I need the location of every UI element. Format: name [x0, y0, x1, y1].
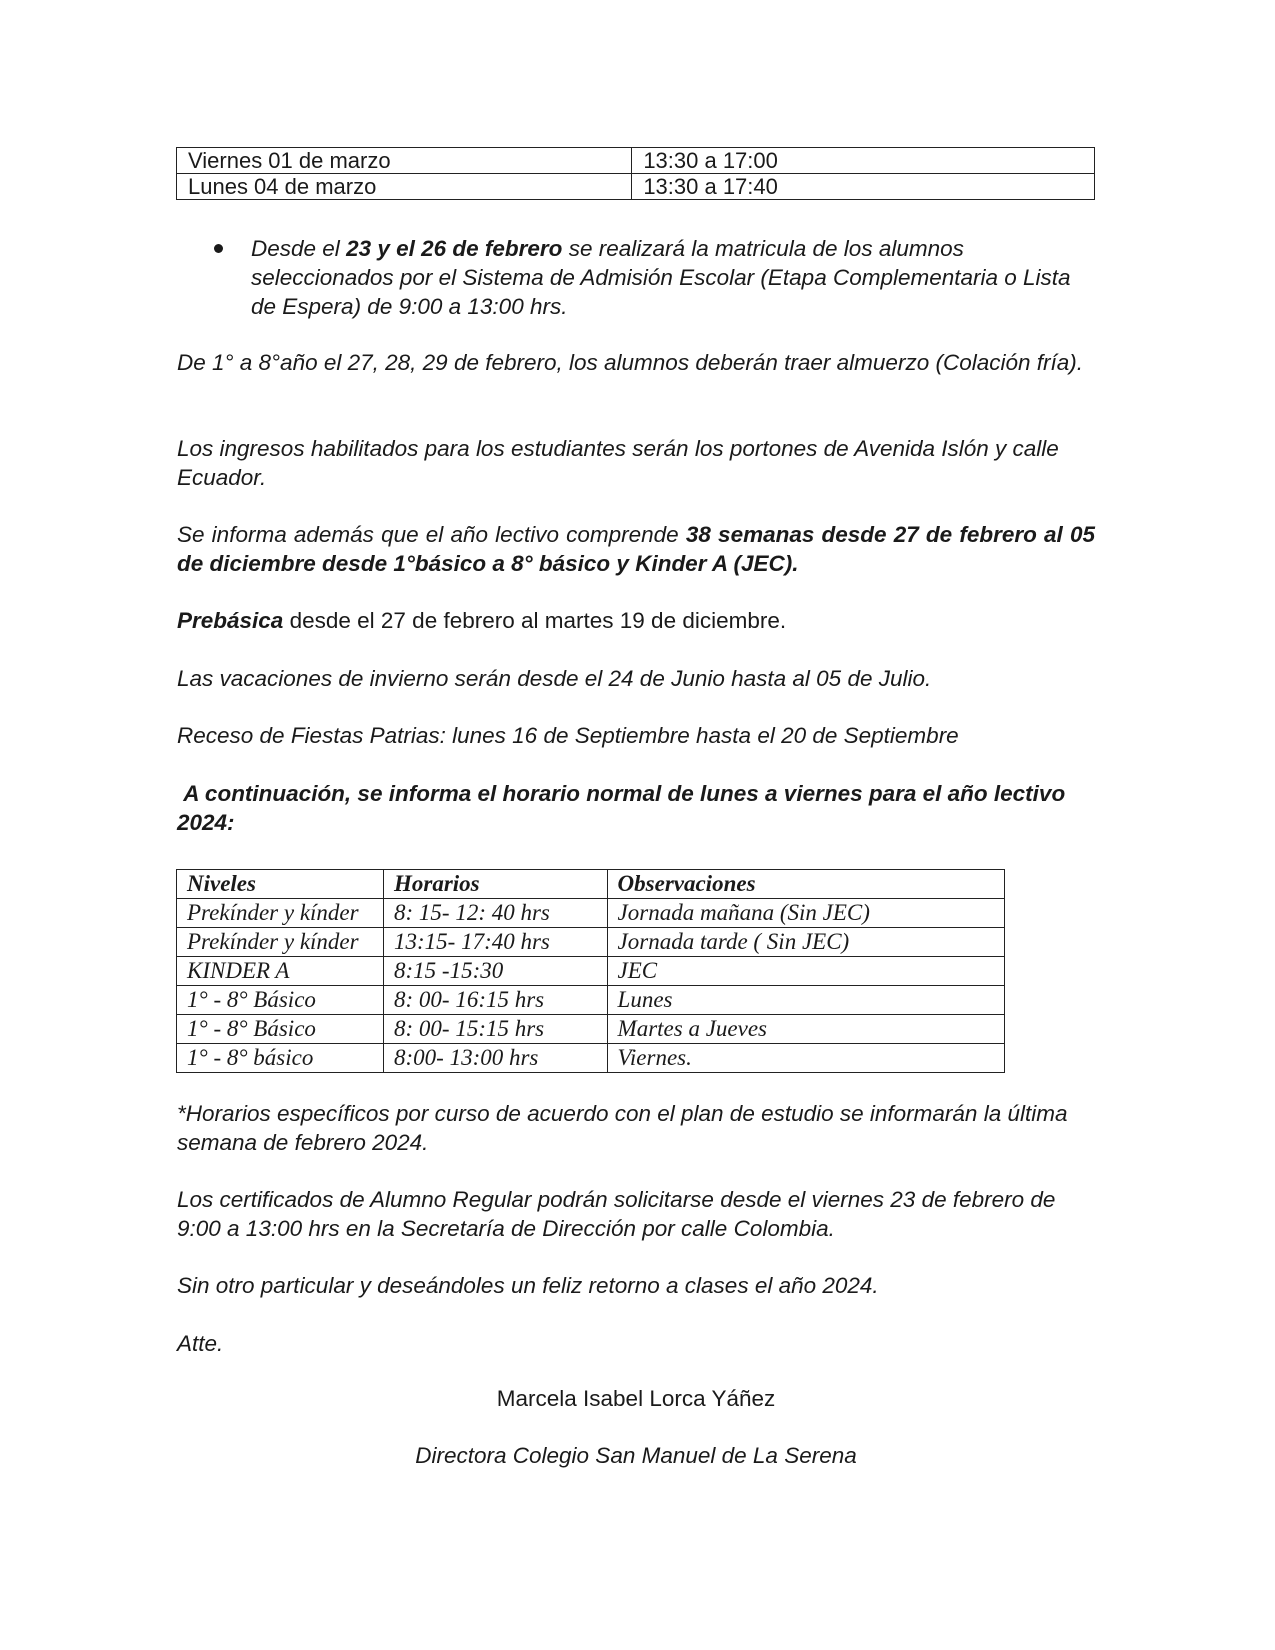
prebasica-label: Prebásica	[177, 608, 284, 633]
column-header: Niveles	[177, 870, 384, 899]
column-header: Observaciones	[607, 870, 1004, 899]
closing-atte: Atte.	[177, 1331, 224, 1356]
paragraph-horarios-especificos: *Horarios específicos por curso de acuerdo con el plan de estudio se informarán la última semana de febrero 2024.	[177, 1101, 1068, 1155]
paragraph-vacaciones: Las vacaciones de invierno serán desde el 24 de Junio hasta al 05 de Julio.	[177, 666, 932, 691]
observacion-cell: Lunes	[607, 986, 1004, 1015]
horario-cell: 8: 00- 16:15 hrs	[384, 986, 608, 1015]
paragraph-prebasica	[177, 606, 1095, 635]
table-row	[177, 1044, 1005, 1073]
horario-cell: 13:15- 17:40 hrs	[384, 928, 608, 957]
column-header: Horarios	[384, 870, 608, 899]
table-row	[177, 899, 1005, 928]
table-row	[177, 148, 1095, 174]
horario-cell: 8:15 -15:30	[384, 957, 608, 986]
dates-table	[176, 147, 1095, 200]
observacion-cell: Jornada mañana (Sin JEC)	[607, 899, 1004, 928]
paragraph-receso: Receso de Fiestas Patrias: lunes 16 de Septiembre hasta el 20 de Septiembre	[177, 723, 959, 748]
nivel-cell: KINDER A	[177, 957, 384, 986]
table-row	[177, 986, 1005, 1015]
time-cell: 13:30 a 17:40	[632, 174, 1095, 200]
horario-cell: 8: 00- 15:15 hrs	[384, 1015, 608, 1044]
paragraph-semanas	[177, 520, 1095, 578]
horario-table	[176, 869, 1005, 1073]
date-cell: Lunes 04 de marzo	[177, 174, 632, 200]
observacion-cell: JEC	[607, 957, 1004, 986]
table-row	[177, 928, 1005, 957]
paragraph-ingresos: Los ingresos habilitados para los estudiantes serán los portones de Avenida Islón y calle Ecuador.	[177, 436, 1059, 490]
semanas-text-pre: Se informa además que el año lectivo comprende	[177, 522, 686, 547]
nivel-cell: 1° - 8° Básico	[177, 1015, 384, 1044]
semanas-text-bold: 38 semanas desde 27 de febrero al 05 de diciembre desde 1°básico a 8° básico y Kinder A (JEC).	[177, 522, 1095, 576]
signature-name: Marcela Isabel Lorca Yáñez	[496, 1386, 776, 1411]
table-header-row	[177, 870, 1005, 899]
nivel-cell: Prekínder y kínder	[177, 928, 384, 957]
bullet-text-post: se realizará la matricula de los alumnos seleccionados por el Sistema de Admisión Escolar (Etapa Complementaria o Lista de Espera) de 9:00 a 13:00 hrs.	[251, 236, 1071, 319]
bullet-text-pre: Desde el	[251, 236, 347, 261]
nivel-cell: Prekínder y kínder	[177, 899, 384, 928]
time-cell: 13:30 a 17:00	[632, 148, 1095, 174]
table-row	[177, 174, 1095, 200]
bullet-icon	[214, 244, 223, 253]
signature-title: Directora Colegio San Manuel de La Serena	[415, 1443, 857, 1468]
horario-cell: 8:00- 13:00 hrs	[384, 1044, 608, 1073]
observacion-cell: Martes a Jueves	[607, 1015, 1004, 1044]
date-cell: Viernes 01 de marzo	[177, 148, 632, 174]
table-row	[177, 957, 1005, 986]
nivel-cell: 1° - 8° básico	[177, 1044, 384, 1073]
prebasica-text: desde el 27 de febrero al martes 19 de diciembre.	[283, 608, 787, 633]
nivel-cell: 1° - 8° Básico	[177, 986, 384, 1015]
observacion-cell: Viernes.	[607, 1044, 1004, 1073]
table-row	[177, 1015, 1005, 1044]
paragraph-certificados: Los certificados de Alumno Regular podrán solicitarse desde el viernes 23 de febrero de 9:00 a 13:00 hrs en la Secretaría de Dirección por calle Colombia.	[177, 1187, 1056, 1241]
horario-heading: A continuación, se informa el horario normal de lunes a viernes para el año lectivo 2024:	[177, 781, 1072, 835]
bullet-text-bold: 23 y el 26 de febrero	[346, 236, 563, 261]
horario-cell: 8: 15- 12: 40 hrs	[384, 899, 608, 928]
paragraph-almuerzo: De 1° a 8°año el 27, 28, 29 de febrero, los alumnos deberán traer almuerzo (Colación fría).	[177, 350, 1083, 375]
observacion-cell: Jornada tarde ( Sin JEC)	[607, 928, 1004, 957]
paragraph-despedida: Sin otro particular y deseándoles un feliz retorno a clases el año 2024.	[177, 1273, 879, 1298]
bullet-matricula	[251, 234, 1101, 321]
